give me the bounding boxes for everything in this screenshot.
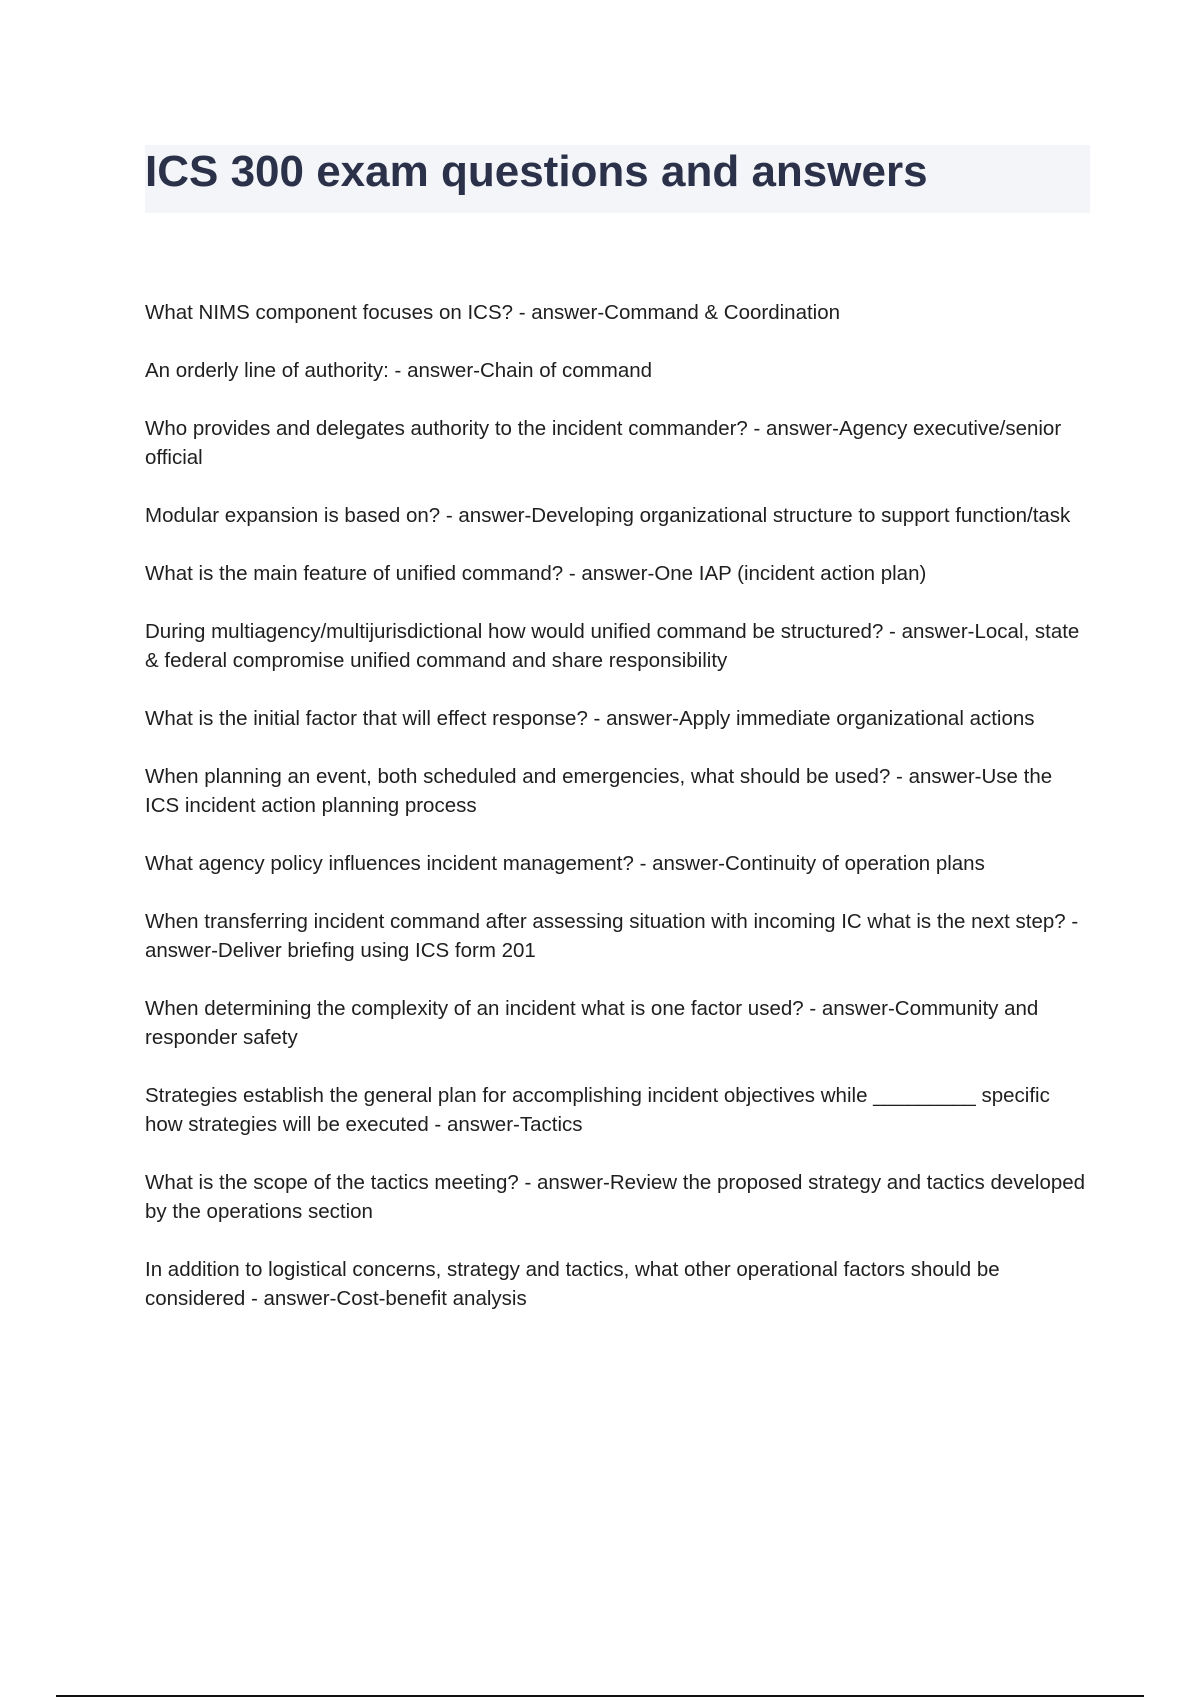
qa-item: Strategies establish the general plan for accomplishing incident objectives while _________ specific how strategies will be executed - answer-Tactics [145,1084,1050,1136]
qa-item: When transferring incident command after assessing situation with incoming IC what is the next step? - answer-Deliver briefing using ICS form 201 [145,910,1079,962]
qa-item: What NIMS component focuses on ICS? - answer-Command & Coordination [145,301,841,324]
qa-item: When determining the complexity of an incident what is one factor used? - answer-Community and responder safety [145,997,1039,1049]
qa-item: What is the scope of the tactics meeting? - answer-Review the proposed strategy and tactics developed by the operations section [145,1171,1086,1223]
qa-item: An orderly line of authority: - answer-Chain of command [145,359,653,382]
qa-list [145,298,1090,1342]
qa-item: What is the initial factor that will effect response? - answer-Apply immediate organizational actions [145,707,1035,730]
page-title: ICS 300 exam questions and answers [145,147,928,196]
qa-item: What agency policy influences incident management? - answer-Continuity of operation plans [145,852,985,875]
qa-item: In addition to logistical concerns, strategy and tactics, what other operational factors should be considered - answer-Cost-benefit analysis [145,1258,1000,1310]
qa-item: When planning an event, both scheduled and emergencies, what should be used? - answer-Use the ICS incident action planning process [145,765,1053,817]
footer-divider [56,1695,1144,1697]
qa-item: What is the main feature of unified command? - answer-One IAP (incident action plan) [145,562,927,585]
qa-item: During multiagency/multijurisdictional how would unified command be structured? - answer-Local, state & federal compromise unified command and share responsibility [145,620,1080,672]
qa-item: Who provides and delegates authority to the incident commander? - answer-Agency executive/senior official [145,417,1062,469]
qa-item: Modular expansion is based on? - answer-Developing organizational structure to support function/task [145,504,1071,527]
